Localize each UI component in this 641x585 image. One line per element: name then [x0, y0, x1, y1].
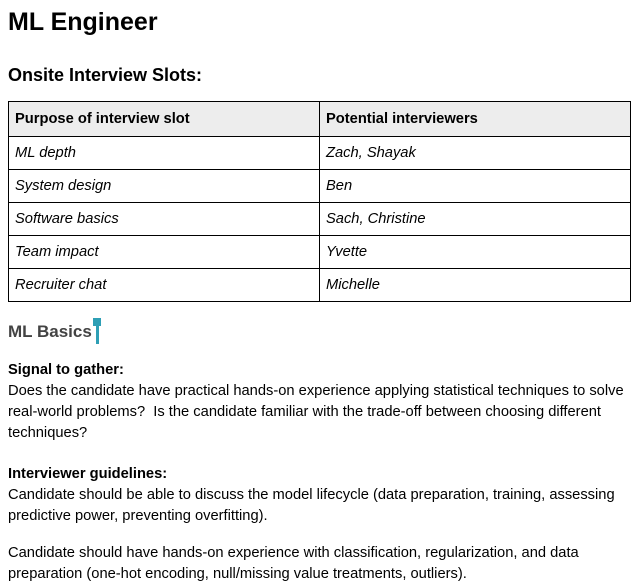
interviewer-guidelines-paragraph[interactable]: Candidate should have hands-on experience with classification, regularization, and data preparation (one-hot encoding, null/missing value treatments, outliers). — [8, 545, 583, 582]
table-header-row — [9, 102, 631, 137]
table-row — [9, 203, 631, 236]
table-cell-interviewers[interactable]: Sach, Christine — [320, 203, 631, 236]
interviewer-guidelines-paragraph[interactable]: Candidate should be able to discuss the model lifecycle (data preparation, training, assessing predictive power, preventing overfitting). — [8, 487, 619, 524]
signal-to-gather-text[interactable]: Does the candidate have practical hands-on experience applying statistical techniques to solve real-world problems? Is the candidate familiar with the trade-off between choosing different techniques? — [8, 383, 628, 441]
collaborator-text-cursor — [93, 318, 101, 344]
ml-basics-heading-text: ML Basics — [8, 322, 92, 341]
signal-to-gather-label[interactable]: Signal to gather: — [8, 362, 124, 378]
table-row — [9, 170, 631, 203]
table-cell-interviewers[interactable]: Zach, Shayak — [320, 137, 631, 170]
table-cell-purpose[interactable]: ML depth — [9, 137, 320, 170]
document-title[interactable]: ML Engineer — [8, 8, 158, 36]
onsite-interview-slots-heading[interactable]: Onsite Interview Slots: — [8, 65, 203, 85]
table-row — [9, 236, 631, 269]
table-cell-purpose[interactable]: Team impact — [9, 236, 320, 269]
column-header-interviewers[interactable]: Potential interviewers — [320, 102, 631, 137]
table-row — [9, 269, 631, 302]
table-cell-interviewers[interactable]: Yvette — [320, 236, 631, 269]
table-cell-purpose[interactable]: Software basics — [9, 203, 320, 236]
column-header-purpose[interactable]: Purpose of interview slot — [9, 102, 320, 137]
table-row — [9, 137, 631, 170]
interview-slots-table[interactable] — [8, 101, 631, 302]
table-cell-purpose[interactable]: System design — [9, 170, 320, 203]
table-cell-interviewers[interactable]: Ben — [320, 170, 631, 203]
table-cell-interviewers[interactable]: Michelle — [320, 269, 631, 302]
ml-basics-heading[interactable] — [8, 321, 631, 347]
interviewer-guidelines-label[interactable]: Interviewer guidelines: — [8, 466, 168, 482]
table-cell-purpose[interactable]: Recruiter chat — [9, 269, 320, 302]
document-page[interactable] — [8, 8, 631, 585]
